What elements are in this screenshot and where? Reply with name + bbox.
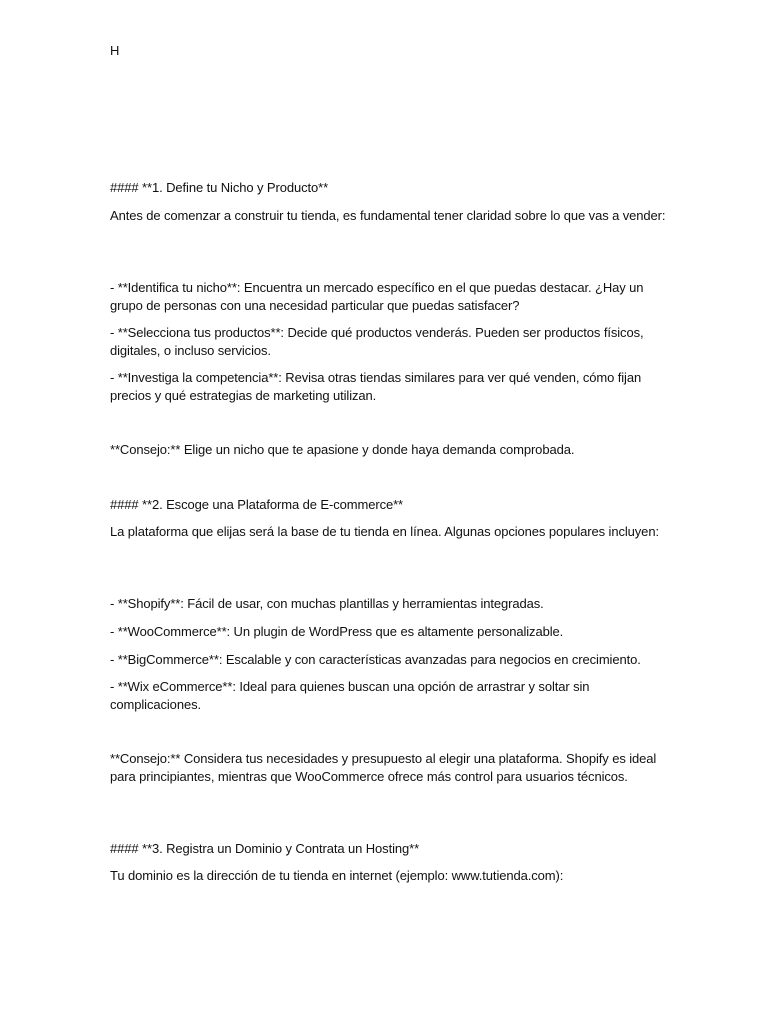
section-3-heading: #### **3. Registra un Dominio y Contrata un Hosting** [110, 841, 420, 856]
section-1-bullet-competition: - **Investiga la competencia**: Revisa otras tiendas similares para ver qué venden, cómo fijan precios y qué estrategias de marketing utilizan. [110, 370, 642, 403]
section-2-bullet-wix: - **Wix eCommerce**: Ideal para quienes buscan una opción de arrastrar y soltar sin complicaciones. [110, 679, 590, 712]
section-1-intro: Antes de comenzar a construir tu tienda, es fundamental tener claridad sobre lo que vas a vender: [110, 208, 666, 223]
section-2-bullet-bigcommerce: - **BigCommerce**: Escalable y con características avanzadas para negocios en crecimiento. [110, 652, 641, 667]
section-1-bullet-niche: - **Identifica tu nicho**: Encuentra un mercado específico en el que puedas destacar. ¿Hay un grupo de personas con una necesidad particular que puedas satisfacer? [110, 280, 644, 313]
section-2-bullet-shopify: - **Shopify**: Fácil de usar, con muchas plantillas y herramientas integradas. [110, 596, 544, 611]
section-1-heading: #### **1. Define tu Nicho y Producto** [110, 180, 329, 195]
section-2-bullet-woocommerce: - **WooCommerce**: Un plugin de WordPress que es altamente personalizable. [110, 624, 564, 639]
section-2-intro: La plataforma que elijas será la base de tu tienda en línea. Algunas opciones populares incluyen: [110, 524, 659, 539]
section-2-heading: #### **2. Escoge una Plataforma de E-commerce** [110, 497, 404, 512]
section-1-bullet-products: - **Selecciona tus productos**: Decide qué productos venderás. Pueden ser productos físicos, digitales, o incluso servicios. [110, 325, 644, 358]
section-1-tip: **Consejo:** Elige un nicho que te apasione y donde haya demanda comprobada. [110, 442, 575, 457]
header-letter: H [110, 43, 120, 58]
section-3-intro: Tu dominio es la dirección de tu tienda en internet (ejemplo: www.tutienda.com): [110, 868, 564, 883]
section-2-tip: **Consejo:** Considera tus necesidades y presupuesto al elegir una plataforma. Shopify es ideal para principiantes, mientras que WooCommerce ofrece más control para usuarios técnicos. [110, 751, 657, 784]
